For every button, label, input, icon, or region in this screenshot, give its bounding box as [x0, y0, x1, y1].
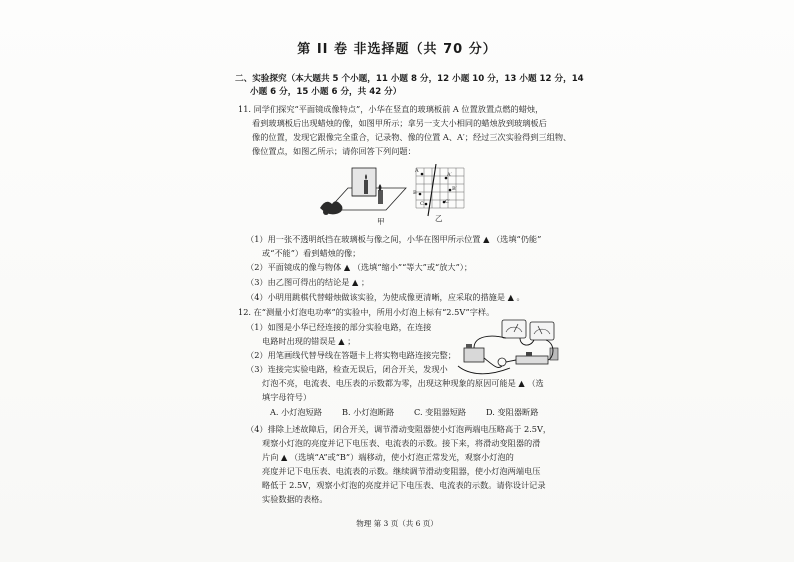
q12-item4-line2: 观察小灯泡的亮度并记下电压表、电流表的示数。接下来，将滑动变阻器的滑 — [262, 438, 541, 448]
point-b1-label: B′ — [452, 186, 457, 192]
page-title: 第 II 卷 非选择题（共 70 分） — [297, 42, 497, 57]
q12-item1-line2: 电路时出现的错误是 ▲ ； — [262, 336, 356, 346]
point-a1-label: A′ — [447, 172, 452, 178]
q12-option-c: C. 变阻器短路 — [414, 407, 467, 417]
q11-item3: （3）由乙图可得出的结论是 ▲ ； — [246, 277, 370, 287]
q11-item1-line1: （1）用一张不透明纸挡在玻璃板与像之间，小华在图甲所示位置 ▲ （选填“仍能” — [246, 234, 542, 244]
q11-intro-line3: 像的位置，发现它跟像完全重合，记录物、像的位置 A、A′；经过三次实验得到三组物、 — [252, 132, 572, 142]
q12-option-b: B. 小灯泡断路 — [342, 407, 395, 417]
page-footer: 物理 第 3 页（共 6 页） — [356, 519, 438, 528]
point-a-label: A — [415, 168, 419, 174]
q11-intro-line2: 看到玻璃板后出现蜡烛的像，如图甲所示；拿另一支大小相同的蜡烛放到玻璃板后 — [252, 118, 547, 128]
q12-item4-line6: 实验数据的表格。 — [262, 494, 328, 504]
q12-item4-line1: （4）排除上述故障后，闭合开关，调节滑动变阻器使小灯泡两端电压略高于 2.5V， — [246, 424, 552, 434]
q12-option-a: A. 小灯泡短路 — [270, 407, 323, 417]
section-heading-line1: 二、实验探究（本大题共 5 个小题，11 小题 8 分，12 小题 10 分，13 小题 12 分，14 — [235, 74, 584, 84]
q12-item3-line3: 填字母符号） — [262, 392, 312, 402]
q11-intro-line1: 11. 同学们探究“平面镜成像特点”，小华在竖直的玻璃板前 A 位置放置点燃的蜡烛， — [238, 104, 544, 114]
q11-intro-line4: 像位置点，如图乙所示；请你回答下列问题： — [252, 146, 416, 156]
point-c1-label: C′ — [445, 199, 450, 205]
q11-item2: （2）平面镜成的像与物体 ▲ （选填“缩小”“等大”或“放大”）； — [246, 262, 473, 272]
q12-option-d: D. 变阻器断路 — [486, 407, 539, 417]
q11-item1-line2: 或“不能”）看到蜡烛的像； — [262, 248, 361, 258]
q11-item4: （4）小明用跳棋代替蜡烛做该实验，为使成像更清晰，应采取的措施是 ▲ 。 — [246, 292, 525, 302]
q12-item1-line1: （1）如图是小华已经连接的部分实验电路，在连接 — [246, 322, 432, 332]
q12-item4-line5: 略低于 2.5V，观察小灯泡的亮度并记下电压表、电流表的示数。请你设计记录 — [262, 480, 546, 490]
q12-item3-line2: 灯泡不亮，电流表、电压表的示数都为零，出现这种现象的原因可能是 ▲ （选 — [262, 378, 544, 388]
q12-item2: （2）用笔画线代替导线在答题卡上将实物电路连接完整； — [246, 350, 456, 360]
section-heading-line2: 小题 6 分，15 小题 6 分，共 42 分） — [250, 87, 402, 97]
q12-item4-line4: 亮度并记下电压表、电流表的示数。继续调节滑动变阻器，使小灯泡两端电压 — [262, 466, 541, 476]
point-b-label: B — [413, 190, 417, 196]
figure-jia-mirror-setup — [318, 160, 410, 222]
q12-item4-line3: 片向 ▲ （选填“A”或“B”）端移动，使小灯泡正常发光，观察小灯泡的 — [262, 452, 514, 462]
q12-intro: 12. 在“测量小灯泡电功率”的实验中，所用小灯泡上标有“2.5V”字样。 — [238, 307, 495, 317]
q12-item3-line1: （3）连接完实验电路，检查无误后，闭合开关，发现小 — [246, 364, 448, 374]
circuit-figure — [450, 318, 562, 378]
figure-jia-label: 甲 — [377, 217, 385, 226]
figure-yi-label: 乙 — [435, 214, 443, 223]
point-c-label: C — [420, 201, 424, 207]
